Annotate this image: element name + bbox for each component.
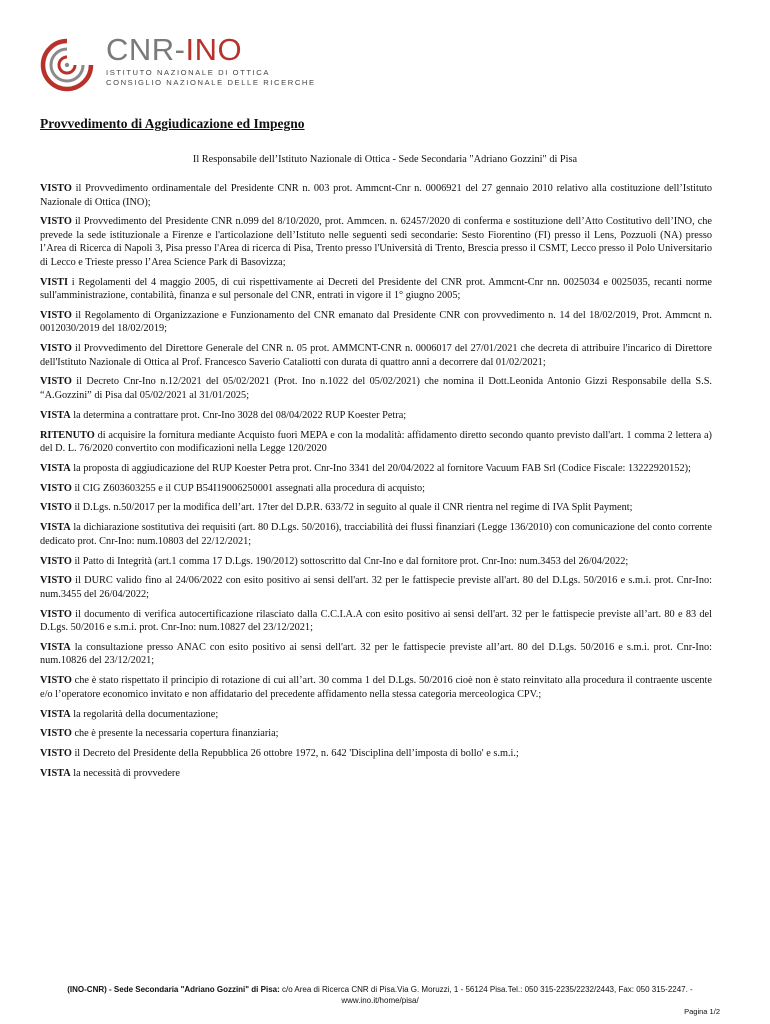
paragraph xyxy=(40,608,712,635)
paragraph-text: il Provvedimento ordinamentale del Presidente CNR n. 003 prot. Ammcnt-Cnr n. 0006921 del 27 gennaio 2010 relativo alla costituzione dell’Istituto Nazionale di Ottica (INO); xyxy=(40,183,712,208)
paragraph-lead: VISTO xyxy=(40,555,72,567)
paragraph-text: il Provvedimento del Presidente CNR n.099 del 8/10/2020, prot. Ammcen. n. 62457/2020 di conferma e sostituzione dell’Atto Costitutivo dell’INO, che prevede la sede istituzionale a Firenze e l'articolazione dell’Istituto nelle seguenti sedi secondarie: Sesto Fiorentino (FI) presso il Lens, Pozzuoli (NA) presso l’Area di Ricerca di Napoli 3, Pisa presso l'Area di ricerca di Pisa, Trento presso l'Università di Trento, Brescia presso il CSMT, Lecco presso il Polo Universitario di Lecco e Trieste presso l’Area Science Park di Basovizza; xyxy=(40,216,712,268)
paragraph-lead: RITENUTO xyxy=(40,429,95,441)
paragraph-lead: VISTO xyxy=(40,728,72,740)
header xyxy=(38,30,338,100)
paragraph xyxy=(40,182,712,209)
brand-cnr: CNR- xyxy=(106,32,186,67)
paragraph-text: il Regolamento di Organizzazione e Funzionamento del CNR emanato dal Presidente CNR con provvedimento n. 14 del 18/02/2019, Prot. Ammcnt n. 0012030/2019 del 18/02/2019; xyxy=(40,309,712,335)
paragraph-lead: VISTO xyxy=(40,183,72,194)
paragraph xyxy=(40,641,712,668)
document-title: Provvedimento di Aggiudicazione ed Impegno xyxy=(40,116,305,131)
paragraph-text: il documento di verifica autocertificazione rilasciato dalla C.C.I.A.A con esito positivo ai sensi dell'art. 32 per le fattispecie previste all’art. 80 e 83 del D.Lgs. 50/2016 e s.m.i. prot. Cnr-Ino: num.10827 del 23/12/2021; xyxy=(40,608,712,634)
paragraph-text: la dichiarazione sostitutiva dei requisiti (art. 80 D.Lgs. 50/2016), tracciabilità dei flussi finanziari (Legge 136/2010) con comunicazione del conto corrente dedicato prot. Cnr-Ino: num.10803 del 22/12/2021; xyxy=(40,522,712,547)
paragraph xyxy=(40,555,712,569)
paragraph xyxy=(40,462,712,476)
footer xyxy=(40,984,720,1006)
paragraph xyxy=(40,767,712,781)
paragraph xyxy=(40,342,712,369)
brand xyxy=(106,32,316,88)
paragraph-text: la consultazione presso ANAC con esito positivo ai sensi dell'art. 32 per le fattispecie previste all’art. 80 del D.Lgs. 50/2016 e s.m.i. prot. Cnr-Ino: num.10826 del 23/12/2021; xyxy=(40,641,712,667)
paragraph xyxy=(40,727,712,741)
paragraph-text: il Provvedimento del Direttore Generale del CNR n. 05 prot. AMMCNT-CNR n. 0006017 del 27/01/2021 che decreta di attribuire l'incarico di Direttore dell'Istituto Nazionale di Ottica al Prof. Francesco Saverio Cataliotti con durata di quattro anni a decorrere dal 01/02/2021; xyxy=(40,343,712,368)
paragraph-lead: VISTO xyxy=(40,608,72,620)
paragraph xyxy=(40,501,712,515)
paragraph xyxy=(40,708,712,722)
paragraph xyxy=(40,276,712,303)
paragraph-lead: VISTA xyxy=(40,409,71,421)
paragraph-lead: VISTO xyxy=(40,748,72,760)
document-subtitle: Il Responsabile dell’Istituto Nazionale di Ottica - Sede Secondaria "Adriano Gozzini" di Pisa xyxy=(192,154,578,165)
paragraph xyxy=(40,482,712,496)
paragraph-lead: VISTO xyxy=(40,482,72,494)
paragraph xyxy=(40,521,712,548)
brand-subtitle-2: CONSIGLIO NAZIONALE DELLE RICERCHE xyxy=(106,78,316,87)
paragraph xyxy=(40,429,712,456)
paragraph-lead: VISTA xyxy=(40,767,71,779)
paragraph-lead: VISTI xyxy=(40,276,69,288)
paragraph-lead: VISTO xyxy=(40,675,72,687)
paragraph-text: il Decreto del Presidente della Repubblica 26 ottobre 1972, n. 642 'Disciplina dell’imposta di bollo' e s.m.i.; xyxy=(71,748,519,760)
paragraph xyxy=(40,309,712,336)
footer-bold: (INO-CNR) - Sede Secondaria "Adriano Gozzini" di Pisa: xyxy=(67,985,280,994)
paragraph-text: la proposta di aggiudicazione del RUP Koester Petra prot. Cnr-Ino 3341 del 20/04/2022 al fornitore Vacuum FAB Srl (Codice Fiscale: 13222920152); xyxy=(70,462,691,474)
paragraph xyxy=(40,215,712,269)
paragraph xyxy=(40,375,712,402)
paragraph xyxy=(40,574,712,601)
paragraph-lead: VISTO xyxy=(40,309,72,321)
paragraph-lead: VISTA xyxy=(40,462,71,474)
paragraph xyxy=(40,747,712,761)
cnr-logo-icon xyxy=(38,36,96,94)
paragraph-lead: VISTO xyxy=(40,376,72,388)
paragraph-lead: VISTA xyxy=(40,708,71,720)
brand-ino: INO xyxy=(185,32,243,67)
paragraph-text: la necessità di provvedere xyxy=(70,767,180,779)
paragraph-text: il DURC valido fino al 24/06/2022 con esito positivo ai sensi dell'art. 32 per le fattispecie previste all'art. 80 del D.Lgs. 50/2016 e s.m.i. prot. Cnr-Ino: num.3455 del 26/04/2022; xyxy=(40,575,712,600)
paragraph-lead: VISTO xyxy=(40,216,72,228)
paragraph-text: i Regolamenti del 4 maggio 2005, di cui rispettivamente ai Decreti del Presidente del CNR prot. Ammcnt-Cnr nn. 0025034 e 0025035, recanti norme sull'amministrazione, contabilità, finanza e sul personale del CNR, entrati in vigore il 1° giugno 2005; xyxy=(40,276,712,302)
paragraph-text: che è stato rispettato il principio di rotazione di cui all’art. 30 comma 1 del D.Lgs. 50/2016 cioè non è stato reinvitato alla procedura il contraente uscente e/o l’operatore economico invitato e non affidatario del precedente affidamento nella stessa categoria merceologica CPV.; xyxy=(40,675,712,700)
paragraph xyxy=(40,409,712,423)
paragraph-lead: VISTA xyxy=(40,522,71,534)
paragraph-text: che è presente la necessaria copertura finanziaria; xyxy=(71,728,279,740)
paragraph xyxy=(40,674,712,701)
document-body xyxy=(40,182,712,787)
paragraph-lead: VISTO xyxy=(40,502,72,514)
paragraph-text: la determina a contrattare prot. Cnr-Ino 3028 del 08/04/2022 RUP Koester Petra; xyxy=(70,409,407,421)
paragraph-text: il CIG Z603603255 e il CUP B54I19006250001 assegnati alla procedura di acquisto; xyxy=(71,482,425,494)
paragraph-text: il Decreto Cnr-Ino n.12/2021 del 05/02/2021 (Prot. Ino n.1022 del 05/02/2021) che nomina il Dott.Leonida Antonio Gizzi Responsabile della S.S. “A.Gozzini” di Pisa dal 05/02/2021 al 31/01/2025; xyxy=(40,376,712,401)
brand-name xyxy=(106,32,316,68)
paragraph-text: la regolarità della documentazione; xyxy=(70,708,219,720)
page-number: Pagina 1/2 xyxy=(684,1007,720,1016)
footer-text: c/o Area di Ricerca CNR di Pisa.Via G. Moruzzi, 1 - 56124 Pisa.Tel.: 050 315-2235/2232/2443, Fax: 050 315-2247. - www.ino.it/home/pisa/ xyxy=(279,985,693,1005)
paragraph-lead: VISTO xyxy=(40,343,72,355)
paragraph-lead: VISTA xyxy=(40,641,71,653)
paragraph-text: il Patto di Integrità (art.1 comma 17 D.Lgs. 190/2012) sottoscritto dal Cnr-Ino e dal fornitore prot. Cnr-Ino: num.3453 del 26/04/2022; xyxy=(71,555,629,567)
paragraph-lead: VISTO xyxy=(40,575,72,587)
paragraph-text: il D.Lgs. n.50/2017 per la modifica dell’art. 17ter del D.P.R. 633/72 in seguito al quale il CNR rientra nel regime di IVA Split Payment; xyxy=(71,502,633,514)
brand-subtitle-1: ISTITUTO NAZIONALE DI OTTICA xyxy=(106,68,271,77)
paragraph-text: di acquisire la fornitura mediante Acquisto fuori MEPA e con la modalità: affidamento diretto secondo quanto previsto dall'art. 1 comma 2 lettera a) del D. L. 76/2020 convertito con modificazioni nella Legge 120/2020 xyxy=(40,429,712,455)
